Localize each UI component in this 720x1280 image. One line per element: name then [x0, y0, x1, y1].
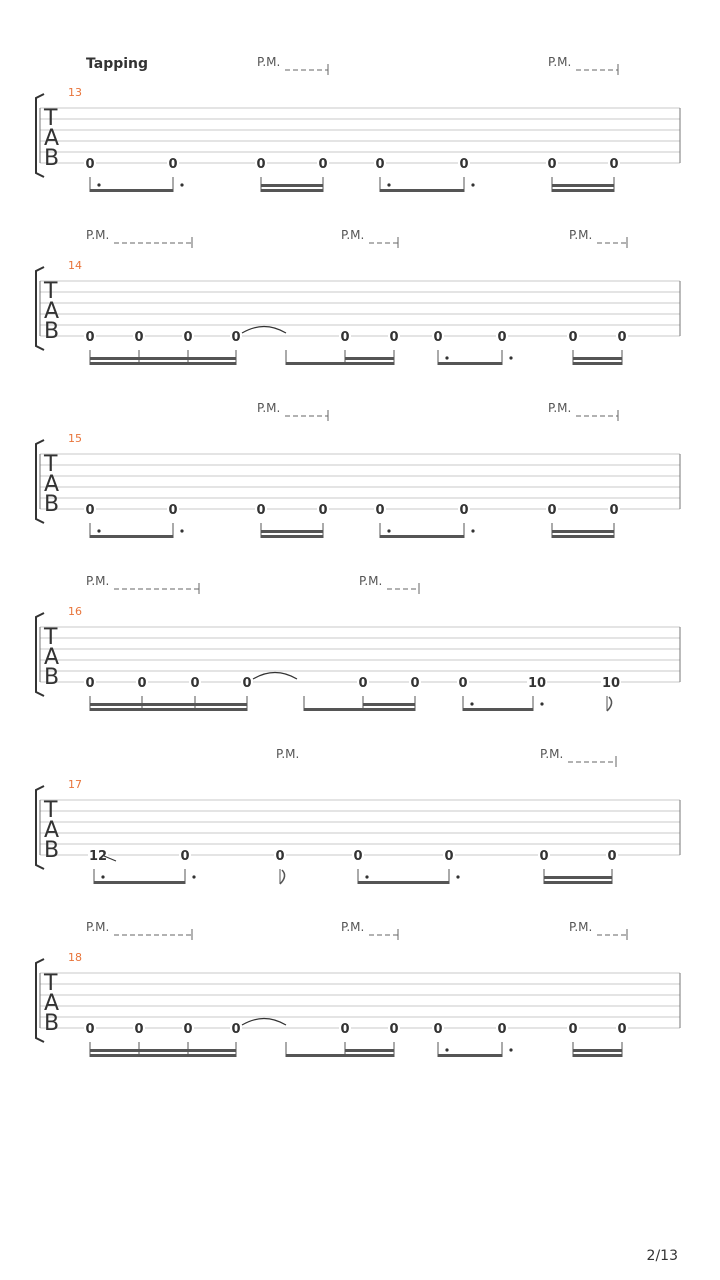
note-beam — [380, 535, 464, 538]
note-beam — [261, 184, 323, 187]
fret-number: 0 — [137, 676, 147, 691]
note-flag — [607, 697, 612, 711]
rhythm-dot — [509, 356, 512, 359]
tab-clef-letter: B — [44, 492, 60, 517]
note-beam — [345, 1049, 394, 1052]
fret-number: 0 — [497, 330, 507, 345]
rhythm-dot — [365, 875, 368, 878]
note-beam — [261, 530, 323, 533]
fret-number: 0 — [85, 157, 95, 172]
note-beam — [552, 530, 614, 533]
note-beam — [90, 1054, 236, 1057]
fret-number: 12 — [88, 849, 108, 864]
tab-clef-letter: B — [44, 665, 60, 690]
note-beam — [544, 876, 612, 879]
tab-clef-letter: T — [44, 971, 58, 996]
fret-number: 0 — [318, 157, 328, 172]
fret-number: 0 — [444, 849, 454, 864]
note-beam — [573, 1054, 622, 1057]
note-beam — [90, 1049, 236, 1052]
tab-clef-letter: T — [44, 279, 58, 304]
fret-number: 0 — [609, 157, 619, 172]
rhythm-dot — [387, 529, 390, 532]
fret-number: 0 — [183, 330, 193, 345]
fret-number: 0 — [190, 676, 200, 691]
tie-arc — [242, 1019, 286, 1026]
note-beam — [90, 535, 173, 538]
palm-mute-label: P.M. — [86, 228, 110, 242]
fret-number: 0 — [85, 1022, 95, 1037]
palm-mute-label: P.M. — [341, 920, 365, 934]
bar-number: 14 — [68, 259, 82, 272]
fret-number: 0 — [433, 1022, 443, 1037]
rhythm-dot — [387, 183, 390, 186]
fret-number: 0 — [85, 503, 95, 518]
fret-number: 0 — [318, 503, 328, 518]
fret-number: 0 — [134, 330, 144, 345]
tab-clef-letter: A — [44, 818, 60, 843]
tab-clef-letter: B — [44, 838, 60, 863]
fret-number: 0 — [85, 676, 95, 691]
rhythm-dot — [471, 529, 474, 532]
fret-number: 0 — [389, 330, 399, 345]
bar-number: 15 — [68, 432, 82, 445]
fret-number: 0 — [353, 849, 363, 864]
bar-number: 16 — [68, 605, 82, 618]
note-beam — [380, 189, 464, 192]
fret-number: 0 — [459, 503, 469, 518]
fret-number: 0 — [275, 849, 285, 864]
fret-number: 0 — [609, 503, 619, 518]
palm-mute-label: P.M. — [341, 228, 365, 242]
bar-number: 17 — [68, 778, 82, 791]
fret-number: 10 — [527, 676, 547, 691]
fret-number: 0 — [458, 676, 468, 691]
palm-mute-label: P.M. — [276, 747, 300, 761]
rhythm-dot — [509, 1048, 512, 1051]
fret-number: 0 — [568, 1022, 578, 1037]
fret-number: 0 — [183, 1022, 193, 1037]
rhythm-dot — [540, 702, 543, 705]
note-beam — [286, 1054, 394, 1057]
note-beam — [573, 357, 622, 360]
note-beam — [463, 708, 533, 711]
note-beam — [94, 881, 185, 884]
note-flag — [280, 870, 285, 884]
palm-mute-label: P.M. — [548, 55, 572, 69]
tie-arc — [242, 327, 286, 334]
fret-number: 0 — [168, 157, 178, 172]
rhythm-dot — [445, 356, 448, 359]
tab-clef-letter: B — [44, 319, 60, 344]
fret-number: 0 — [256, 503, 266, 518]
tab-clef-letter: T — [44, 106, 58, 131]
note-beam — [358, 881, 449, 884]
note-beam — [438, 362, 502, 365]
fret-number: 0 — [85, 330, 95, 345]
fret-number: 0 — [433, 330, 443, 345]
rhythm-dot — [470, 702, 473, 705]
technique-label: Tapping — [86, 56, 149, 72]
palm-mute-label: P.M. — [86, 920, 110, 934]
note-beam — [552, 189, 614, 192]
rhythm-dot — [445, 1048, 448, 1051]
fret-number: 0 — [389, 1022, 399, 1037]
page-number: 2/13 — [646, 1248, 678, 1264]
fret-number: 0 — [340, 1022, 350, 1037]
note-beam — [363, 703, 415, 706]
note-beam — [573, 362, 622, 365]
tab-clef-letter: A — [44, 645, 60, 670]
tab-clef-letter: B — [44, 146, 60, 171]
note-beam — [286, 362, 394, 365]
tab-clef-letter: A — [44, 299, 60, 324]
palm-mute-label: P.M. — [257, 55, 281, 69]
note-beam — [90, 703, 247, 706]
tab-clef-letter: A — [44, 126, 60, 151]
tab-clef-letter: T — [44, 798, 58, 823]
fret-number: 0 — [410, 676, 420, 691]
note-beam — [573, 1049, 622, 1052]
fret-number: 0 — [231, 1022, 241, 1037]
rhythm-dot — [471, 183, 474, 186]
fret-number: 0 — [134, 1022, 144, 1037]
fret-number: 10 — [601, 676, 621, 691]
rhythm-dot — [101, 875, 104, 878]
palm-mute-label: P.M. — [257, 401, 281, 415]
fret-number: 0 — [168, 503, 178, 518]
palm-mute-label: P.M. — [569, 920, 593, 934]
note-beam — [90, 357, 236, 360]
tab-clef-letter: A — [44, 472, 60, 497]
fret-number: 0 — [459, 157, 469, 172]
rhythm-dot — [180, 529, 183, 532]
fret-number: 0 — [375, 503, 385, 518]
note-beam — [304, 708, 415, 711]
palm-mute-label: P.M. — [359, 574, 383, 588]
tab-clef-letter: A — [44, 991, 60, 1016]
bar-number: 13 — [68, 86, 82, 99]
note-beam — [90, 189, 173, 192]
fret-number: 0 — [547, 503, 557, 518]
note-beam — [552, 184, 614, 187]
fret-number: 0 — [617, 1022, 627, 1037]
fret-number: 0 — [617, 330, 627, 345]
note-beam — [552, 535, 614, 538]
fret-number: 0 — [180, 849, 190, 864]
tab-clef-letter: T — [44, 625, 58, 650]
rhythm-dot — [97, 529, 100, 532]
tie-arc — [253, 673, 297, 680]
tab-clef-letter: B — [44, 1011, 60, 1036]
fret-number: 0 — [231, 330, 241, 345]
palm-mute-label: P.M. — [540, 747, 564, 761]
note-beam — [90, 708, 247, 711]
note-beam — [544, 881, 612, 884]
fret-number: 0 — [568, 330, 578, 345]
note-beam — [438, 1054, 502, 1057]
fret-number: 0 — [539, 849, 549, 864]
tab-clef-letter: T — [44, 452, 58, 477]
fret-number: 0 — [242, 676, 252, 691]
rhythm-dot — [456, 875, 459, 878]
rhythm-dot — [97, 183, 100, 186]
rhythm-dot — [180, 183, 183, 186]
fret-number: 0 — [497, 1022, 507, 1037]
fret-number: 0 — [256, 157, 266, 172]
note-beam — [261, 189, 323, 192]
rhythm-dot — [192, 875, 195, 878]
note-beam — [90, 362, 236, 365]
fret-number: 0 — [358, 676, 368, 691]
note-beam — [345, 357, 394, 360]
fret-number: 0 — [547, 157, 557, 172]
fret-number: 0 — [340, 330, 350, 345]
note-beam — [261, 535, 323, 538]
fret-number: 0 — [607, 849, 617, 864]
palm-mute-label: P.M. — [548, 401, 572, 415]
palm-mute-label: P.M. — [569, 228, 593, 242]
palm-mute-label: P.M. — [86, 574, 110, 588]
bar-number: 18 — [68, 951, 82, 964]
fret-number: 0 — [375, 157, 385, 172]
